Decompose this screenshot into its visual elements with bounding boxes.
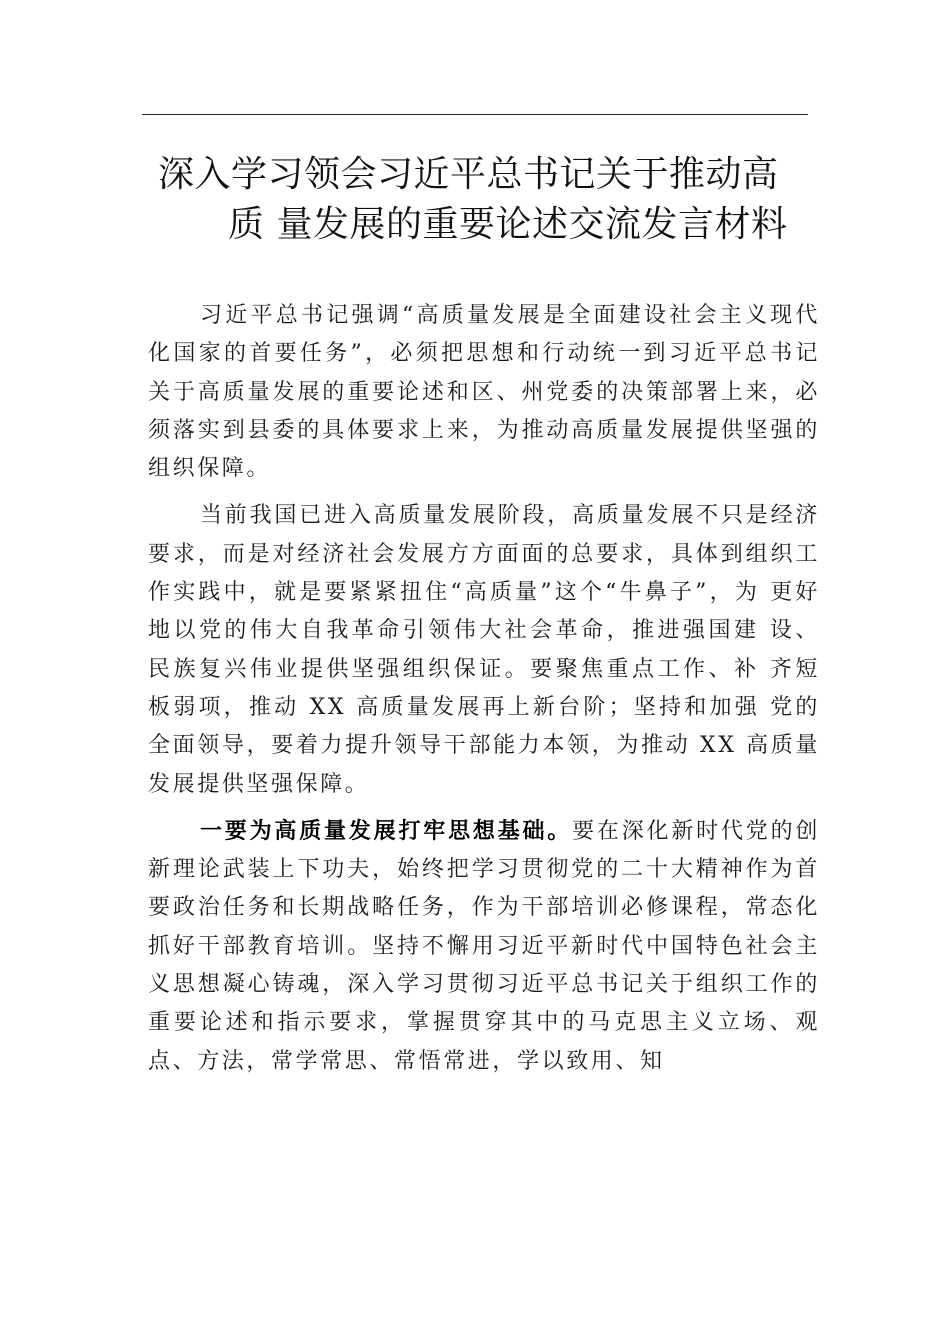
title-line-2: 质 量发展的重要论述交流发言材料 — [228, 204, 788, 245]
header-rule — [142, 114, 808, 115]
document-body — [148, 297, 820, 1090]
document-title — [0, 150, 950, 250]
paragraph-3-lead: 一要为高质量发展打牢思想基础。 — [200, 818, 573, 844]
paragraph-1-text: 习近平总书记强调“高质量发展是全面建设社会主义现代化国家的首要任务”，必须把思想和行动统一到习近平总书记关于高质量发展的重要论述和区、州党委的决策部署上来，必须落实到县委的具体要求上来，为推动高质量发展提供坚强的组织保障。 — [148, 303, 820, 482]
paragraph-2 — [148, 497, 820, 803]
paragraph-3 — [148, 813, 820, 1081]
title-line-1: 深入学习领会习近平总书记关于推动高 — [158, 154, 779, 195]
paragraph-1 — [148, 297, 820, 488]
paragraph-3-text: 要在深化新时代党的创新理论武装上下功夫，始终把学习贯彻党的二十大精神作为首要政治任务和长期战略任务，作为干部培训必修课程，常态化抓好干部教育培训。坚持不懈用习近平新时代中国特色社会主义思想凝心铸魂，深入学习贯彻习近平总书记关于组织工作的重要论述和指示要求，掌握贯穿其中的马克思主义立场、观点、方法，常学常思、常悟常进，学以致用、知 — [148, 818, 820, 1074]
paragraph-2-text: 当前我国已进入高质量发展阶段，高质量发展不只是经济要求，而是对经济社会发展方方面面的总要求，具体到组织工作实践中，就是要紧紧扭住“高质量”这个“牛鼻子”，为 更好地以党的伟大自我革命引领伟大社会革命，推进强国建 设、民族复兴伟业提供坚强组织保证。要聚焦重点工作、补 齐短板弱项，推动 XX 高质量发展再上新台阶；坚持和加强 党的全面领导，要着力提升领导干部能力本领，为推动 XX 高质量发展提供坚强保障。 — [148, 503, 820, 797]
